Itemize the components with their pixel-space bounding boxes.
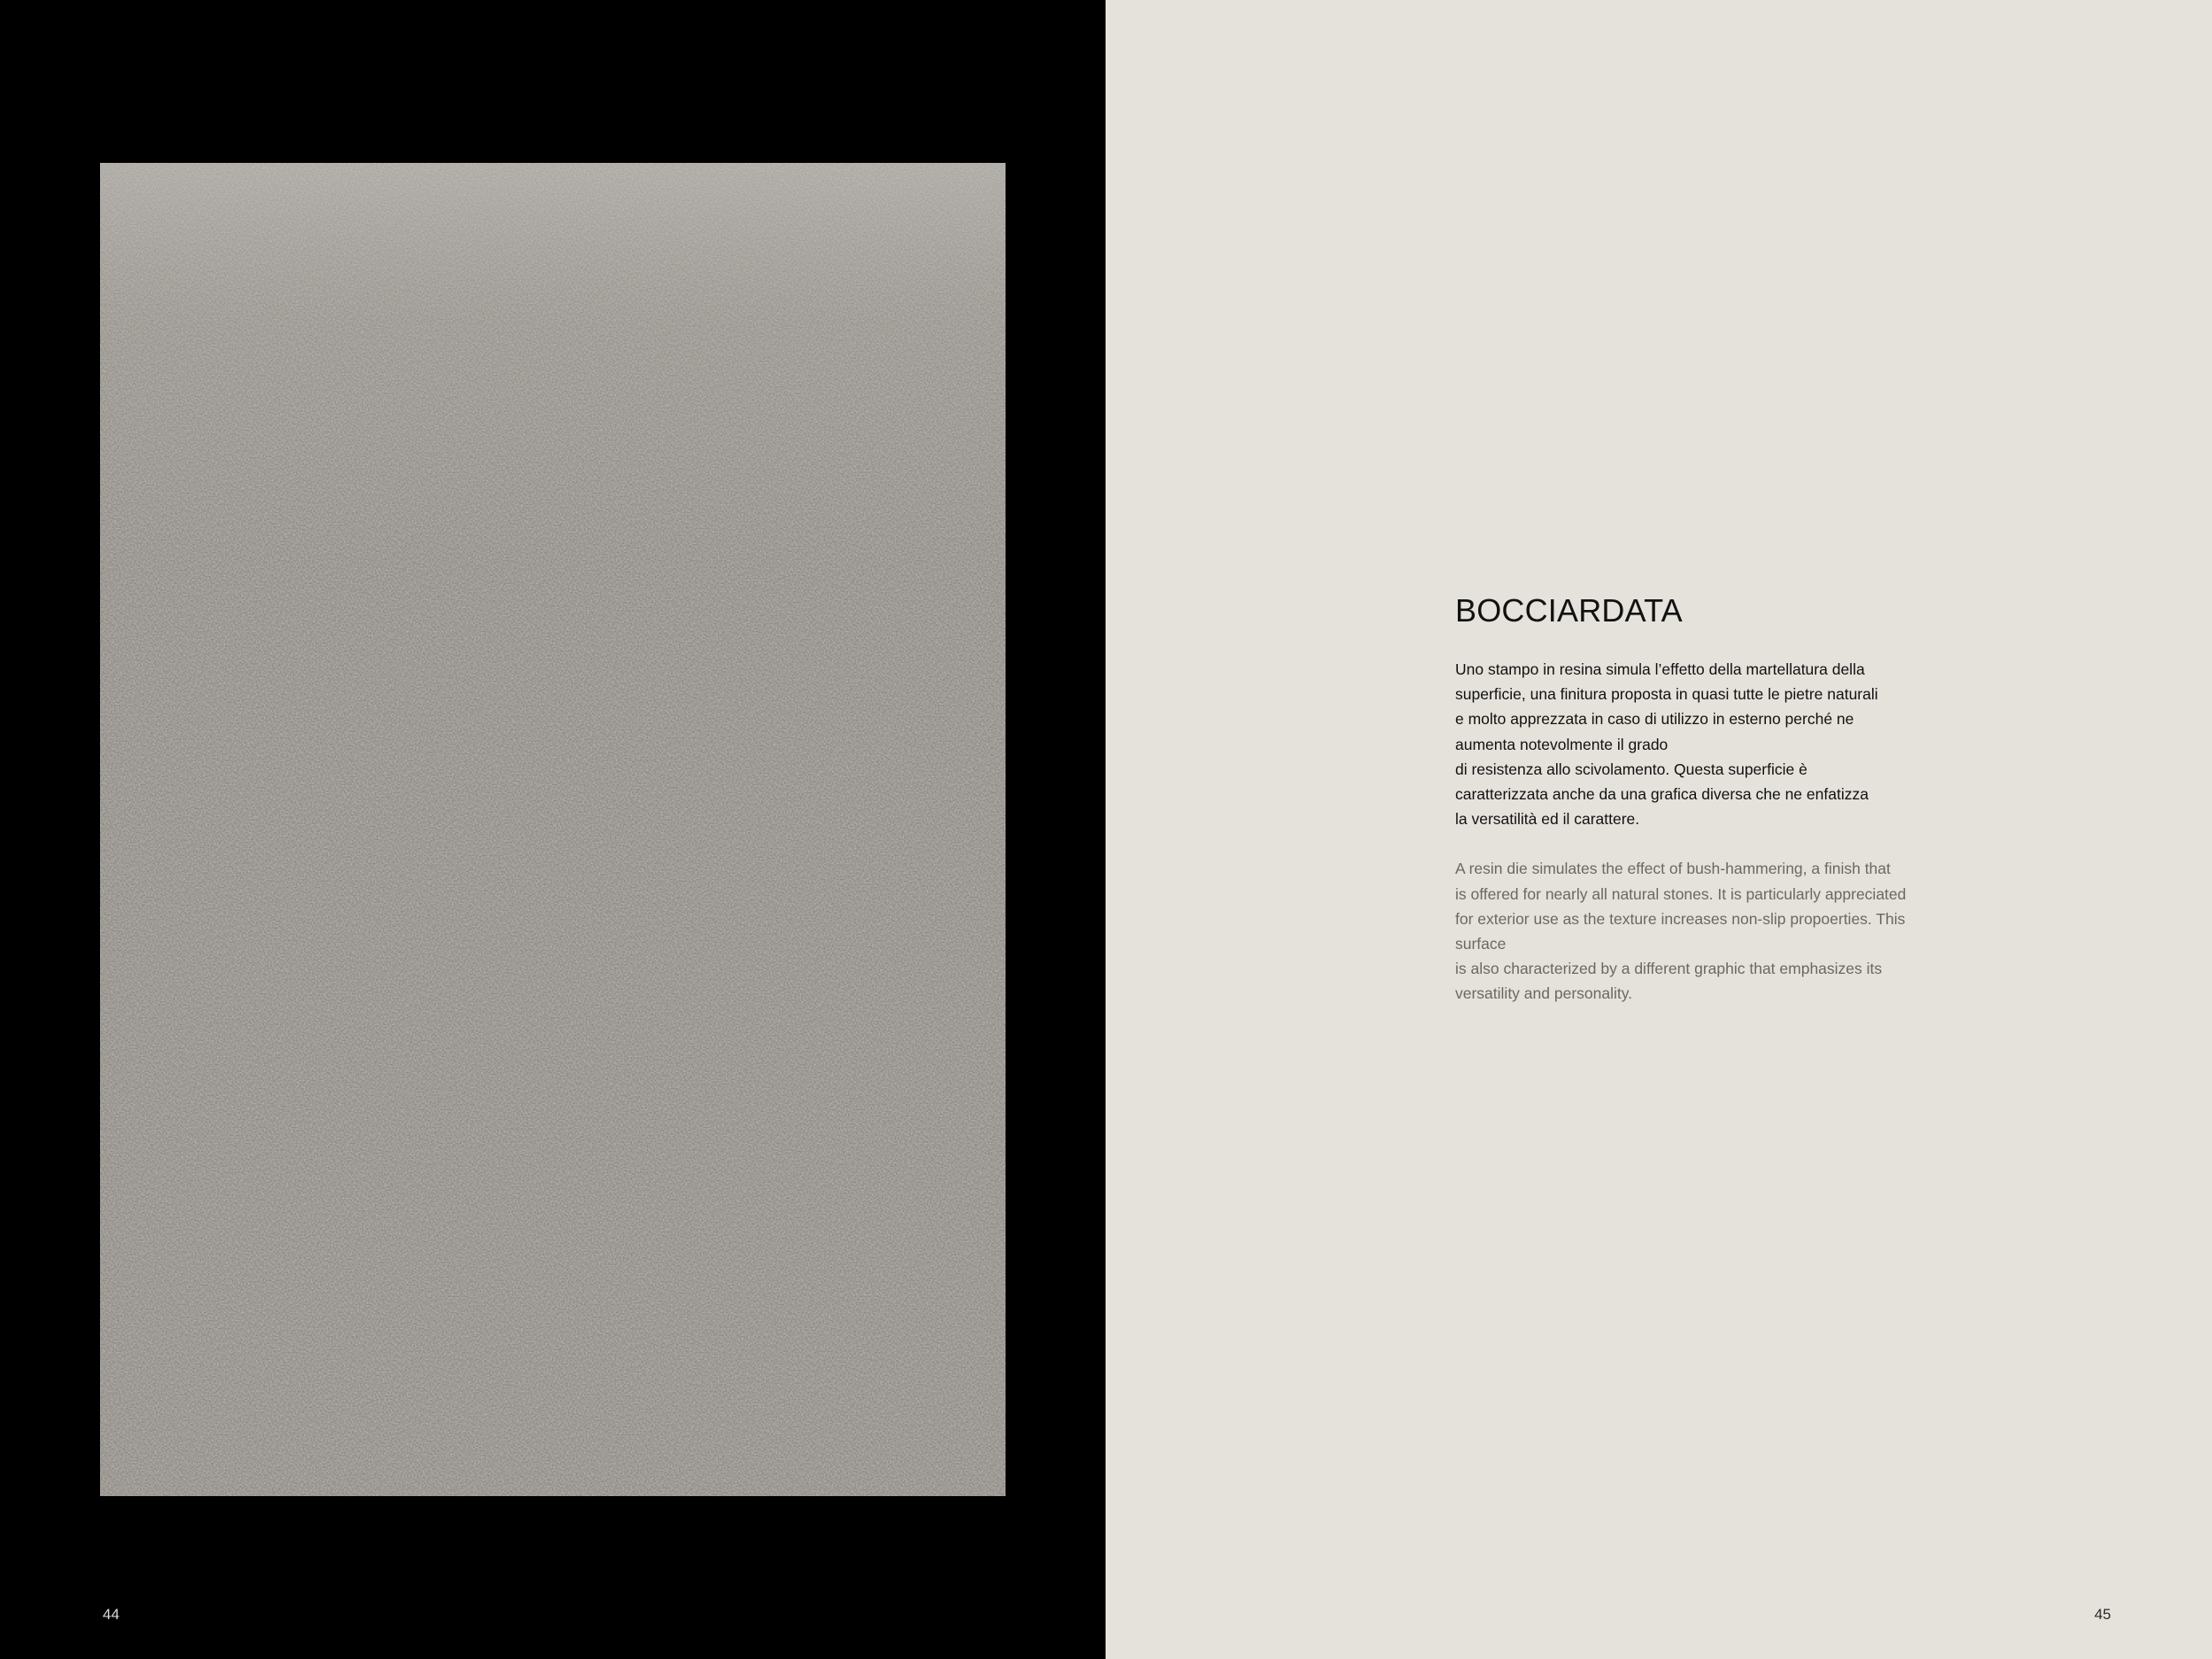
english-description bbox=[1455, 856, 1915, 1006]
italian-line: e molto apprezzata in caso di utilizzo in esterno perché ne bbox=[1455, 710, 1854, 729]
italian-line: caratterizzata anche da una grafica diversa che ne enfatizza bbox=[1455, 785, 1869, 804]
english-line: is also characterized by a different graphic that emphasizes its bbox=[1455, 960, 1883, 978]
stone-texture-image bbox=[100, 163, 1006, 1496]
finish-title: BOCCIARDATA bbox=[1455, 592, 1683, 629]
stone-texture-photo bbox=[100, 163, 1006, 1496]
page-number-right: 45 bbox=[2094, 1606, 2111, 1623]
italian-description bbox=[1455, 657, 1915, 831]
italian-line: la versatilità ed il carattere. bbox=[1455, 810, 1640, 829]
italian-line: superficie, una finitura proposta in quasi tutte le pietre naturali bbox=[1455, 685, 1878, 704]
english-line: versatility and personality. bbox=[1455, 984, 1633, 1003]
italian-line: di resistenza allo scivolamento. Questa superficie è bbox=[1455, 760, 1807, 778]
right-page bbox=[1106, 0, 2212, 1659]
finish-description bbox=[1455, 591, 1915, 1007]
english-line: surface bbox=[1455, 935, 1507, 953]
page-number-left: 44 bbox=[103, 1606, 119, 1623]
italian-line: aumenta notevolmente il grado bbox=[1455, 735, 1669, 753]
italian-line: Uno stampo in resina simula l’effetto della martellatura della bbox=[1455, 660, 1865, 678]
english-line: A resin die simulates the effect of bush-hammering, a finish that bbox=[1455, 860, 1891, 878]
english-line: for exterior use as the texture increases non-slip propoerties. This bbox=[1455, 909, 1906, 928]
english-line: is offered for nearly all natural stones. It is particularly appreciated bbox=[1455, 884, 1907, 903]
